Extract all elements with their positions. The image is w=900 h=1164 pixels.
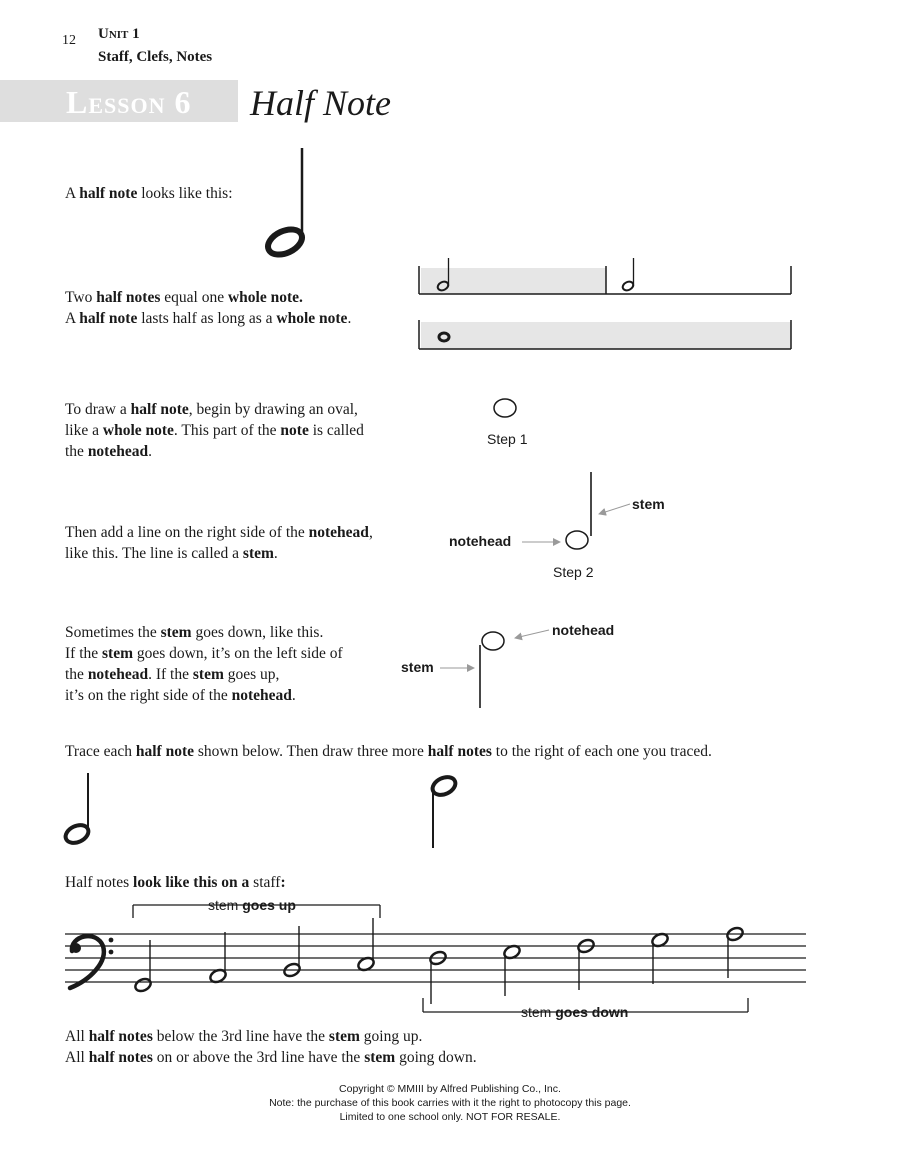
stem-label-up: stem xyxy=(632,496,665,512)
copyright-notice xyxy=(0,1082,900,1124)
copyright-line-2: Note: the purchase of this book carries with it the right to photocopy this page. xyxy=(269,1097,631,1109)
intro-line-2: Two half notes equal one whole note. xyxy=(65,289,303,306)
step2-line-1: Then add a line on the right side of the notehead, xyxy=(65,524,373,541)
half-note-large xyxy=(264,148,306,260)
notehead-label-down: notehead xyxy=(552,622,615,638)
whole-note-bar xyxy=(419,320,791,349)
intro-line-1: A half note looks like this: xyxy=(65,185,233,202)
copyright-line-1: Copyright © MMIII by Alfred Publishing Co., Inc. xyxy=(339,1083,561,1095)
copyright-line-3: Limited to one school only. NOT FOR RESALE. xyxy=(339,1111,561,1123)
stemdown-line-4: it’s on the right side of the notehead. xyxy=(65,687,296,704)
trace-instruction: Trace each half note shown below. Then draw three more half notes to the right of each one you traced. xyxy=(65,743,712,760)
trace-note-stem-down xyxy=(430,774,459,848)
page-number: 12 xyxy=(62,33,76,48)
rule-stem-up: All half notes below the 3rd line have the stem going up. xyxy=(65,1028,423,1045)
staff-note-1 xyxy=(133,940,152,993)
stem-label-down: stem xyxy=(401,659,434,675)
unit-title: Staff, Clefs, Notes xyxy=(98,49,213,65)
bass-staff xyxy=(65,934,806,988)
rule-stem-down: All half notes on or above the 3rd line have the stem going down. xyxy=(65,1049,477,1066)
step2-note xyxy=(522,472,630,549)
stem-goes-up-label: stem goes up xyxy=(204,897,300,913)
draw-line-1: To draw a half note, begin by drawing an oval, xyxy=(65,401,358,418)
lesson-title: Half Note xyxy=(250,83,391,123)
draw-line-2: like a whole note. This part of the note is called xyxy=(65,422,364,439)
step1-label: Step 1 xyxy=(487,431,528,447)
notehead-label-step2: notehead xyxy=(449,533,512,549)
stemdown-line-2: If the stem goes down, it’s on the left side of xyxy=(65,645,343,662)
stemdown-line-1: Sometimes the stem goes down, like this. xyxy=(65,624,324,641)
lesson-label: Lesson 6 xyxy=(66,84,192,120)
bracket-stem-down xyxy=(423,998,748,1012)
intro-line-3: A half note lasts half as long as a whole note. xyxy=(65,310,352,327)
bass-clef-icon xyxy=(70,936,113,988)
stemdown-line-3: the notehead. If the stem goes up, xyxy=(65,666,280,683)
step1-oval xyxy=(494,399,516,417)
unit-label: Unit 1 xyxy=(98,26,140,42)
bracket-stem-up xyxy=(133,905,380,918)
step2-line-2: like this. The line is called a stem. xyxy=(65,545,278,562)
stem-goes-down-label: stem goes down xyxy=(517,1004,632,1020)
half-notes-bar xyxy=(419,258,791,294)
staff-intro: Half notes look like this on a staff: xyxy=(65,874,286,891)
stem-down-note xyxy=(440,630,549,708)
staff-note-4 xyxy=(356,918,375,972)
draw-line-3: the notehead. xyxy=(65,443,152,460)
staff-notes-stem-down xyxy=(428,926,744,1004)
trace-note-stem-up xyxy=(63,773,92,846)
step2-label: Step 2 xyxy=(553,564,594,580)
